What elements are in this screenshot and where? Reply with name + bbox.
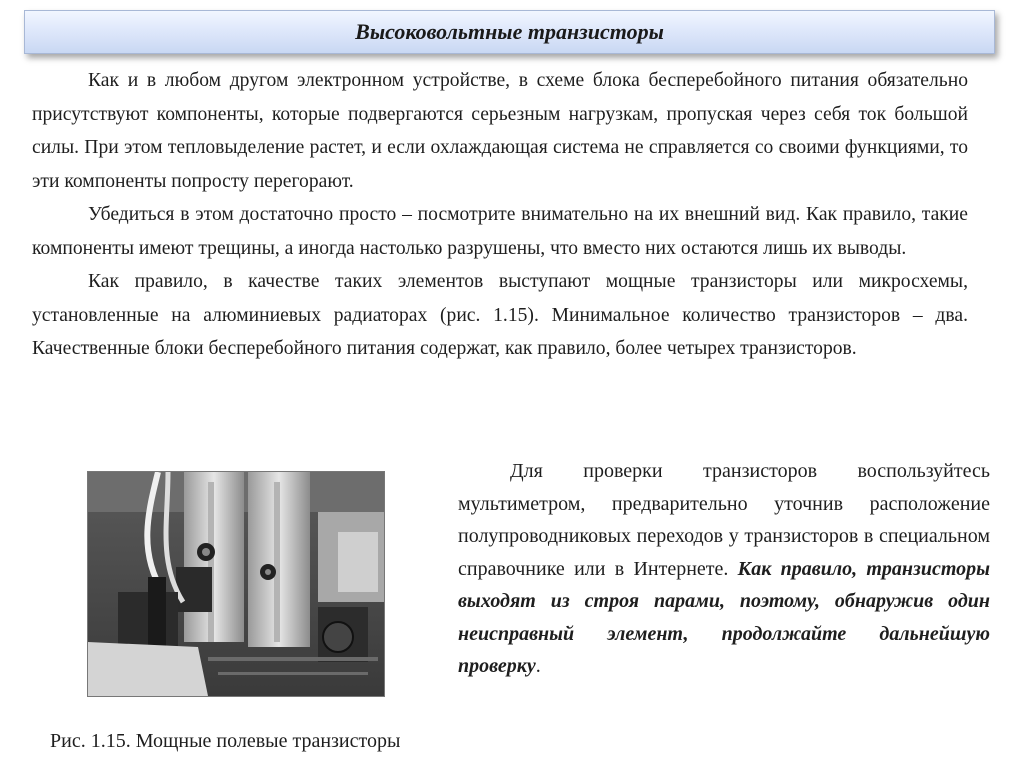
photo-illustration: [88, 472, 384, 696]
side-text-emphasis: Как правило, транзисторы выходят из строя парами, поэтому, обнаружив один неисправный элемент, продолжайте дальнейшую проверку: [458, 557, 990, 677]
figure-caption: Рис. 1.15. Мощные полевые транзисторы: [50, 730, 401, 752]
paragraph-1: Как и в любом другом электронном устройстве, в схеме блока бесперебойного питания обязательно присутствуют компоненты, которые подвергаются серьезным нагрузкам, пропуская через себя ток большой силы. При этом тепловыделение растет, и если охлаждающая система не справляется со своими функциями, то эти компоненты попросту перегорают.: [32, 70, 968, 192]
side-text-regular: Для проверки транзисторов воспользуйтесь мультиметром, предварительно уточнив расположение полупроводниковых переходов у транзисторов в специальном справочнике или в Интернете.: [458, 460, 990, 580]
side-text: [458, 455, 990, 683]
body-text: [32, 64, 968, 366]
title-bar: [24, 10, 995, 54]
side-paragraph: [458, 455, 990, 683]
paragraph-2: Убедиться в этом достаточно просто – посмотрите внимательно на их внешний вид. Как правило, такие компоненты имеют трещины, а иногда настолько разрушены, что вместо них остаются лишь их выводы.: [32, 204, 968, 259]
side-text-end: .: [535, 655, 541, 677]
transistors-photo: [87, 471, 385, 697]
paragraph-3: Как правило, в качестве таких элементов выступают мощные транзисторы или микросхемы, установленные на алюминиевых радиаторах (рис. 1.15). Минимальное количество транзисторов – два. Качественные блоки бесперебойного питания содержат, как правило, более четырех транзисторов.: [32, 271, 968, 359]
slide-title: Высоковольтные транзисторы: [355, 19, 664, 44]
